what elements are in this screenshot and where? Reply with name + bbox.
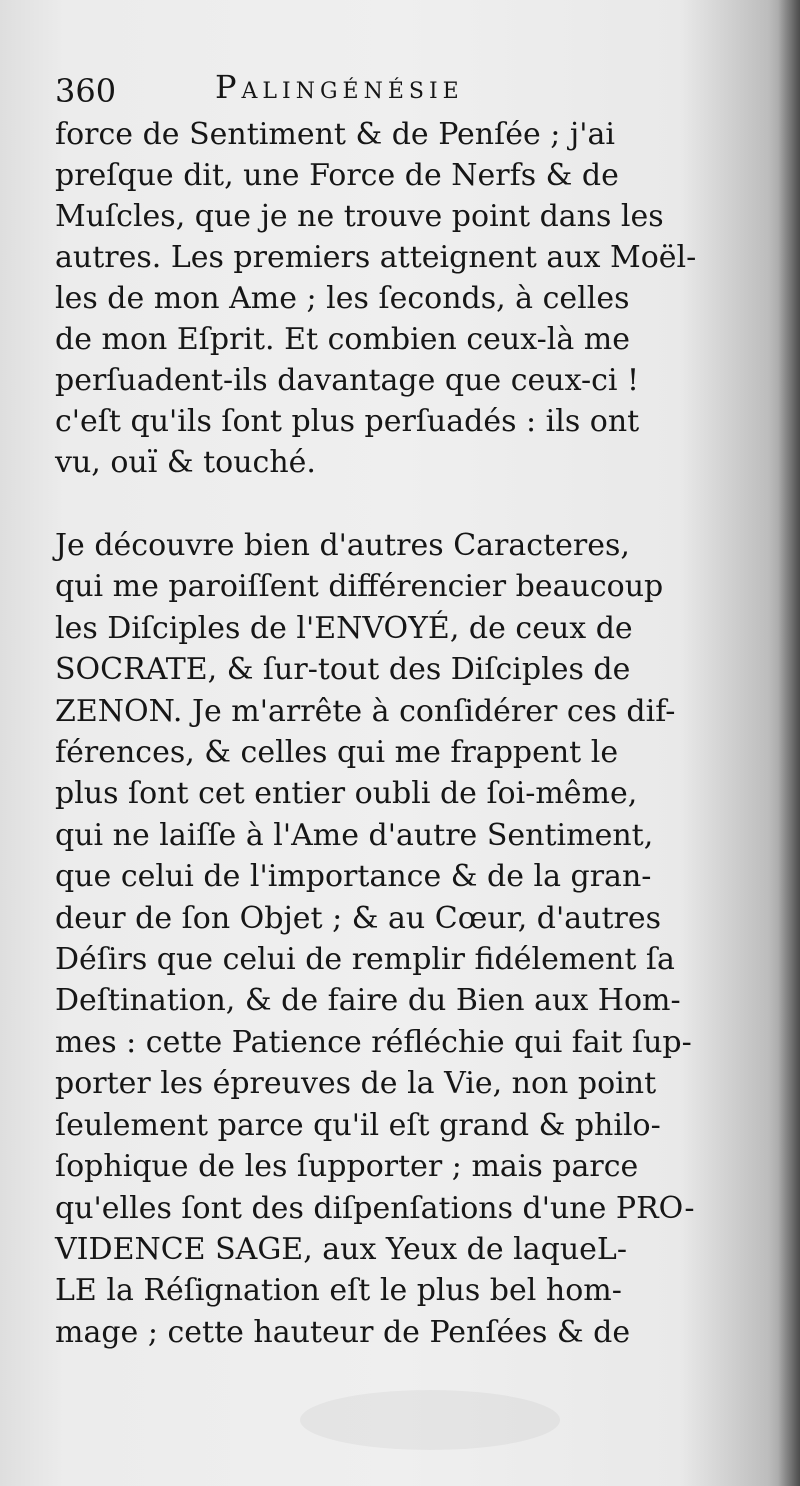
paragraph-1 <box>55 114 747 483</box>
paper-stain <box>300 1390 560 1450</box>
paragraph-text: force de Sentiment & de Penſée ; j'ai preſque dit, une Force de Nerfs & de Muſcles, que je ne trouve point dans les autres. Les premiers atteignent aux Moël- les de mon Ame ; les ſeconds, à celles de mon Eſprit. Et combien ceux-là me perſuadent-ils davantage que ceux-ci ! c'eſt qu'ils ſont plus perſuadés : ils ont vu, ouï & touché. <box>55 117 697 480</box>
page-header <box>55 68 755 116</box>
page-gutter-shadow <box>778 0 800 1486</box>
page-number: 360 <box>55 72 117 110</box>
paragraph-2 <box>55 525 747 1353</box>
running-title: Palingénésie <box>215 68 464 106</box>
paragraph-text: Je découvre bien d'autres Caracteres, qui me paroiſſent différencier beaucoup les Diſciples de l'ENVOYÉ, de ceux de SOCRATE, & ſur-tout des Diſciples de ZENON. Je m'arrête à conſidérer ces dif- férences, & celles qui me frappent le plus ſont cet entier oubli de ſoi-même, qui ne laiſſe à l'Ame d'autre Sentiment, que celui de l'importance & de la gran- deur de ſon Objet ; & au Cœur, d'autres Déſirs que celui de remplir fidélement ſa Deſtination, & de faire du Bien aux Hom- mes : cette Patience réfléchie qui fait ſup- porter les épreuves de la Vie, non point ſeulement parce qu'il eſt grand & philo- ſophique de les ſupporter ; mais parce qu'elles ſont des diſpenſations d'une PRO- VIDENCE SAGE, aux Yeux de laqueL- LE la Réſignation eſt le plus bel hom- mage ; cette hauteur de Penſées & de <box>55 528 695 1350</box>
